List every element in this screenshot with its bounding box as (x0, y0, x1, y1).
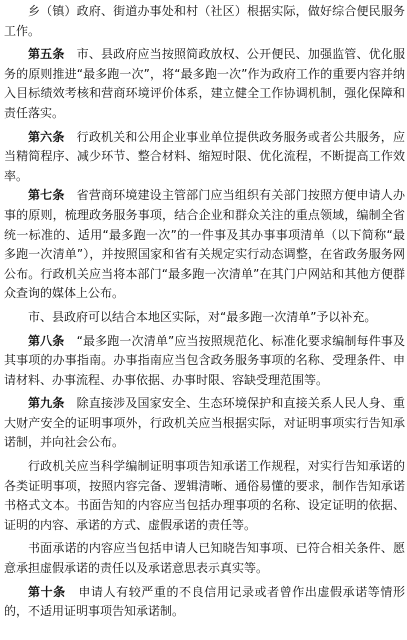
paragraph-text: 市、县政府可以结合本地区实际，对“最多跑一次清单”予以补充。 (28, 309, 377, 324)
paragraph-township-services (4, 2, 405, 41)
article-text: 申请人有较严重的不良信用记录或者曾作出虚假承诺等情形的，不适用证明事项告知承诺制。 (4, 584, 405, 619)
article-number: 第五条 (28, 47, 65, 62)
paragraph-written-commitment (4, 539, 405, 578)
article-7 (4, 186, 405, 304)
article-number: 第八条 (28, 333, 65, 348)
paragraph-text: 乡（镇）政府、街道办事处和村（社区）根据实际，做好综合便民服务工作。 (4, 4, 405, 38)
article-text: 省营商环境建设主管部门应当组织有关部门按照方便申请人办事的原则，梳理政务服务事项，结合企业和群众关注的重点领域，编制全省统一标准的、适用“最多跑一次”的一件事及其办事事项清单（以下简称“最多跑一次清单”），并按照国家和省有关规定实行动态调整，在省政务服务网公布。行政机关应当将本部门“最多跑一次清单”在其门户网站和其他方便群众查询的媒体上公布。 (4, 188, 405, 301)
article-9 (4, 394, 405, 453)
article-number: 第七条 (28, 188, 65, 203)
article-text: 市、县政府应当按照简政放权、公开便民、加强监管、优化服务的原则推进“最多跑一次”，将“最多跑一次”作为政府工作的重要内容并纳入目标绩效考核和营商环境评价体系，建立健全工作协调机制，强化保障和责任落实。 (4, 47, 405, 120)
article-number: 第九条 (28, 396, 65, 411)
article-number: 第十条 (28, 584, 66, 599)
paragraph-local-supplement (4, 308, 405, 328)
article-6 (4, 128, 405, 187)
article-text: “最多跑一次清单”应当按照规范化、标准化要求编制每件事及其事项的办事指南。办事指南应当包含政务服务事项的名称、受理条件、申请材料、办事流程、办事依据、办事时限、容缺受理范围等。 (4, 333, 405, 387)
paragraph-text: 书面承诺的内容应当包括申请人已知晓告知事项、已符合相关条件、愿意承担虚假承诺的责任以及承诺意思表示真实等。 (4, 541, 405, 576)
article-10 (4, 583, 405, 622)
article-number: 第六条 (28, 129, 65, 144)
article-8 (4, 332, 405, 391)
article-text: 行政机关和公用企业事业单位提供政务服务或者公共服务，应当精简程序、减少环节、整合材料、缩短时限、优化流程，不断提高工作效率。 (4, 129, 405, 183)
article-text: 除直接涉及国家安全、生态环境保护和直接关系人民人身、重大财产安全的证明事项外，行政机关应当根据实际，对证明事项实行告知承诺制，并向社会公布。 (4, 396, 405, 450)
paragraph-text: 行政机关应当科学编制证明事项告知承诺工作规程，对实行告知承诺的各类证明事项，按照内容完备、逻辑清晰、通俗易懂的要求，制作告知承诺书格式文本。书面告知的内容应当包括办理事项的名称、设定证明的依据、证明的内容、承诺的方式、虚假承诺的责任等。 (4, 459, 405, 532)
article-5 (4, 45, 405, 123)
paragraph-commitment-rules (4, 457, 405, 535)
